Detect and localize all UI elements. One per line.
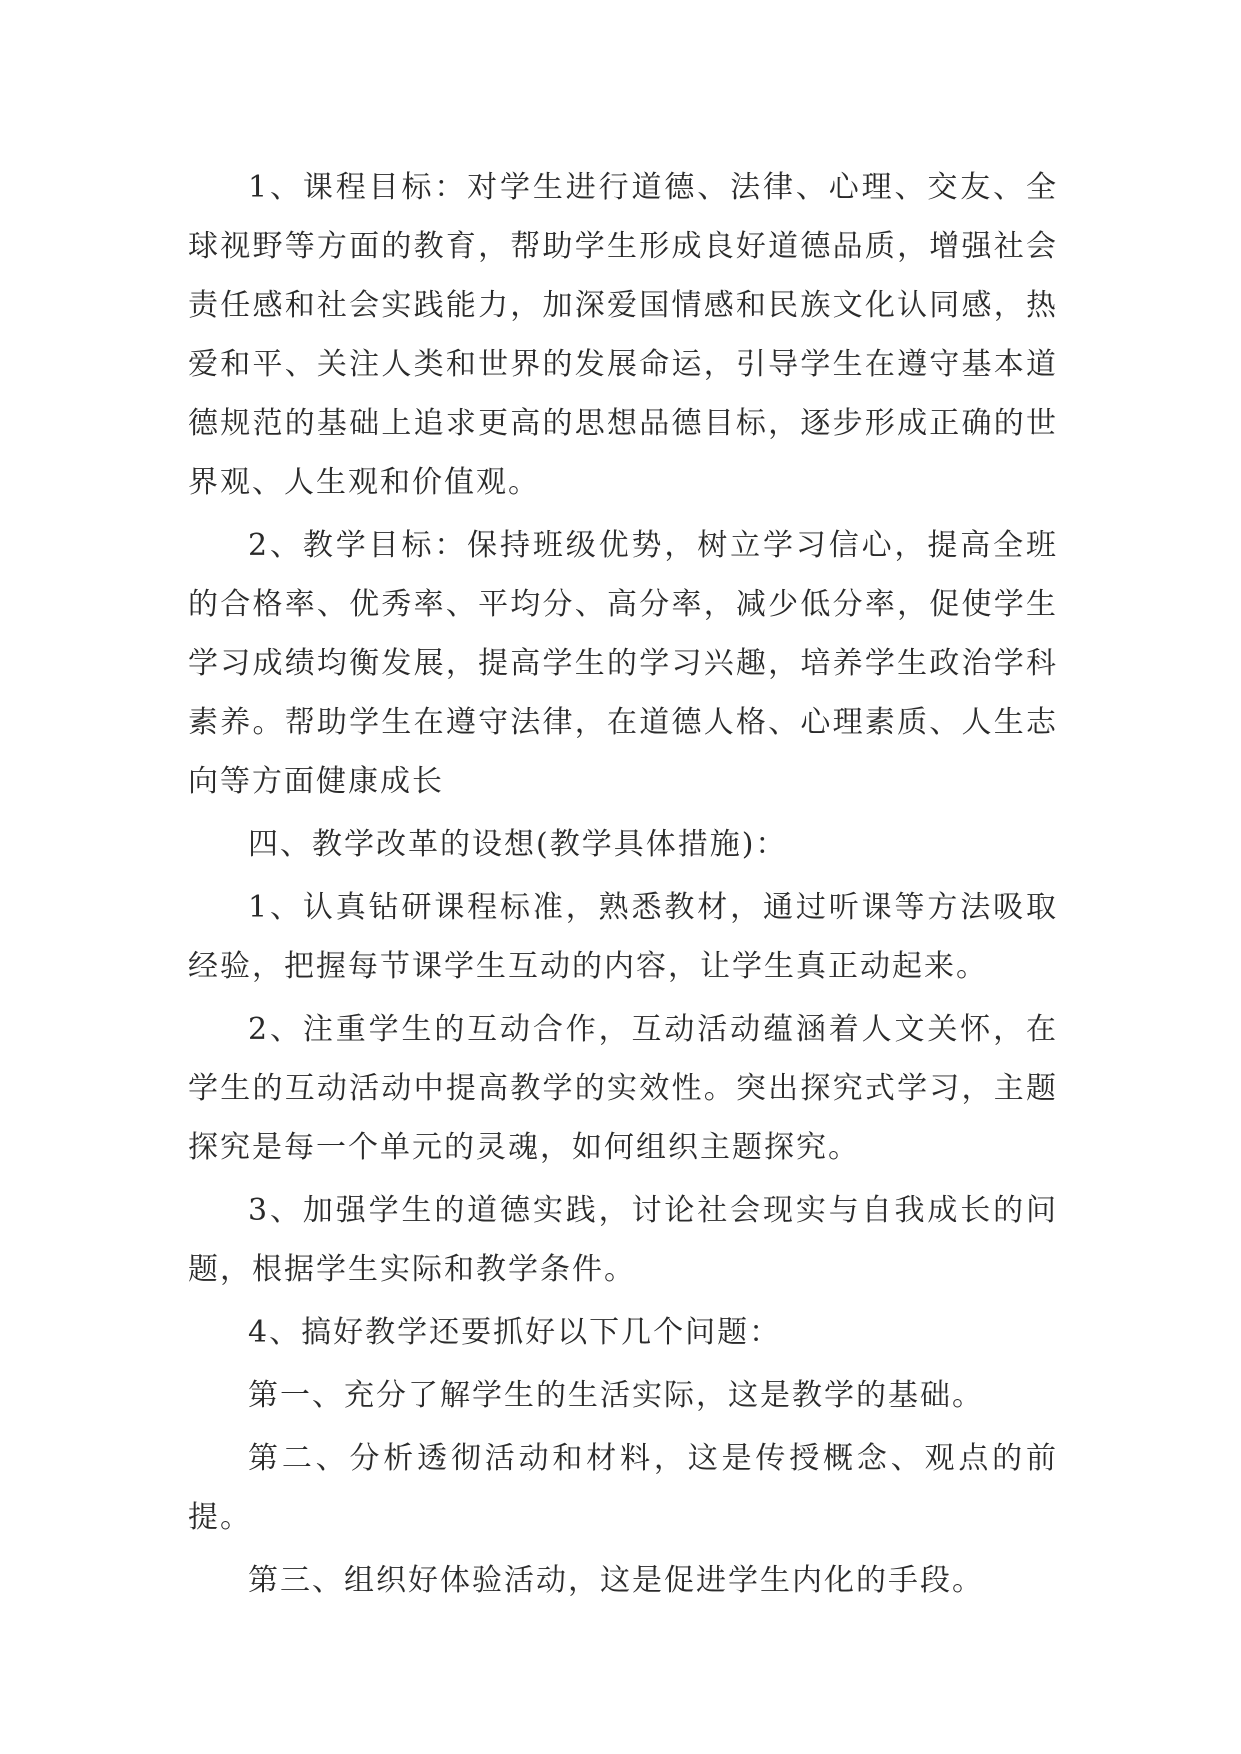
- paragraph-course-goal: 1、课程目标：对学生进行道德、法律、心理、交友、全球视野等方面的教育，帮助学生形成良好道德品质，增强社会责任感和社会实践能力，加深爱国情感和民族文化认同感，热爱和平、关注人类和世界的发展命运，引导学生在遵守基本道德规范的基础上追求更高的思想品德目标，逐步形成正确的世界观、人生观和价值观。: [188, 170, 1058, 500]
- section-heading-reform: 四、教学改革的设想(教学具体措施)：: [248, 827, 788, 862]
- paragraph-measure-3: 3、加强学生的道德实践，讨论社会现实与自我成长的问题，根据学生实际和教学条件。: [188, 1193, 1058, 1287]
- paragraph-measure-1: 1、认真钻研课程标准，熟悉教材，通过听课等方法吸取经验，把握每节课学生互动的内容，让学生真正动起来。: [188, 890, 1058, 984]
- paragraph-point-first: 第一、充分了解学生的生活实际，这是教学的基础。: [248, 1378, 984, 1413]
- paragraph-point-second: 第二、分析透彻活动和材料，这是传授概念、观点的前提。: [188, 1441, 1058, 1535]
- paragraph-teaching-goal: 2、教学目标：保持班级优势，树立学习信心，提高全班的合格率、优秀率、平均分、高分率，减少低分率，促使学生学习成绩均衡发展，提高学生的学习兴趣，培养学生政治学科素养。帮助学生在遵守法律，在道德人格、心理素质、人生志向等方面健康成长: [188, 528, 1058, 799]
- paragraph-measure-2: 2、注重学生的互动合作，互动活动蕴涵着人文关怀，在学生的互动活动中提高教学的实效性。突出探究式学习，主题探究是每一个单元的灵魂，如何组织主题探究。: [188, 1012, 1058, 1165]
- paragraph-point-third: 第三、组织好体验活动，这是促进学生内化的手段。: [248, 1563, 984, 1598]
- paragraph-measure-4: 4、搞好教学还要抓好以下几个问题：: [248, 1315, 782, 1350]
- document-body: [188, 158, 1058, 1610]
